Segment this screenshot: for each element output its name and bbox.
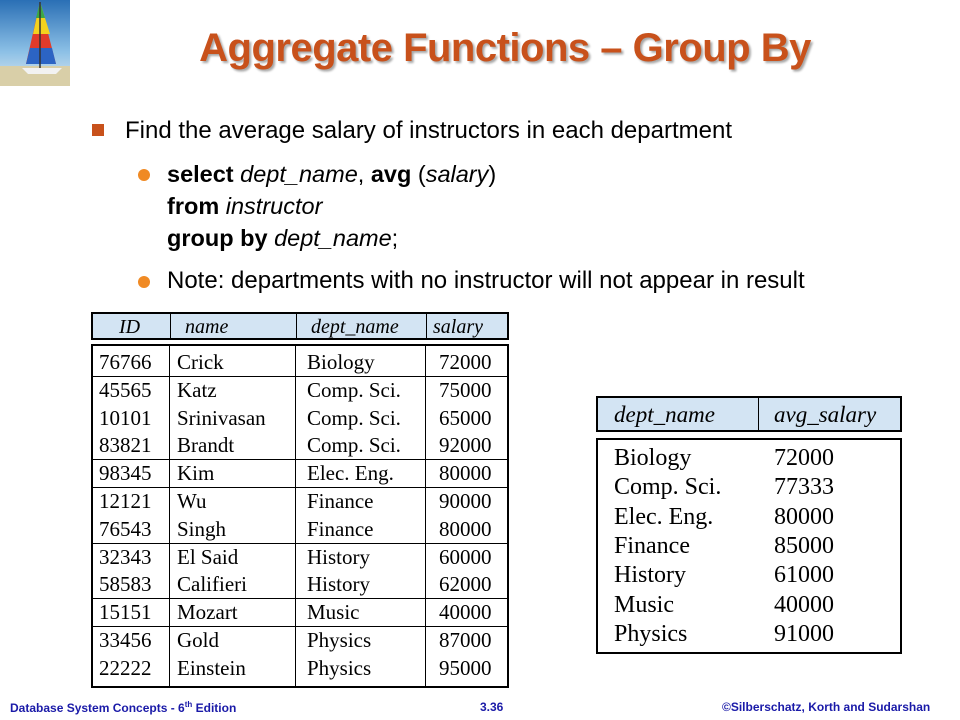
cell-id: 33456	[99, 628, 152, 652]
cell-id: 15151	[99, 600, 152, 625]
cell-dept-name: Finance	[614, 532, 690, 559]
cell-dept-name: Comp. Sci.	[614, 474, 722, 501]
cell-salary: 90000	[439, 489, 492, 513]
cell-salary: 87000	[439, 628, 492, 652]
cell-name: Crick	[177, 350, 224, 374]
header-dept-name: dept_name	[614, 402, 715, 427]
cell-salary: 75000	[439, 377, 492, 402]
cell-dept-name: Physics	[614, 620, 688, 647]
sql-keyword-select: select	[167, 161, 234, 187]
bullet-square-icon	[92, 124, 104, 136]
cell-dept-name: Physics	[307, 655, 372, 680]
cell-avg-salary: 72000	[774, 445, 834, 471]
cell-name: Einstein	[177, 655, 246, 680]
sql-keyword-from: from	[167, 193, 220, 219]
cell-name: Brandt	[177, 433, 235, 458]
cell-dept-name: Finance	[307, 516, 374, 541]
sql-separator: ,	[357, 161, 371, 187]
cell-id: 10101	[99, 405, 152, 430]
cell-salary: 80000	[439, 461, 492, 486]
cell-dept-name: Comp. Sci.	[307, 433, 401, 458]
column-divider	[169, 346, 170, 686]
header-avg-salary: avg_salary	[774, 402, 877, 427]
group-divider	[93, 459, 507, 460]
cell-name: Califieri	[177, 572, 247, 597]
cell-dept-name: Music	[614, 591, 674, 618]
cell-avg-salary: 40000	[774, 591, 834, 618]
cell-salary: 72000	[439, 350, 492, 374]
cell-salary: 95000	[439, 655, 492, 680]
cell-name: Kim	[177, 461, 215, 486]
instructor-table-header	[91, 312, 509, 340]
cell-dept-name: Biology	[307, 350, 375, 374]
column-divider	[295, 346, 296, 686]
cell-id: 76543	[99, 516, 152, 541]
cell-dept-name: Physics	[307, 628, 372, 652]
cell-avg-salary: 77333	[774, 474, 834, 501]
header-dept-name: dept_name	[297, 314, 427, 338]
cell-salary: 62000	[439, 572, 492, 597]
result-table-body	[596, 438, 902, 654]
cell-id: 98345	[99, 461, 152, 486]
cell-dept-name: History	[614, 562, 686, 589]
sql-attr-dept-name: dept_name	[240, 161, 358, 187]
cell-dept-name: Music	[307, 600, 360, 625]
cell-id: 45565	[99, 377, 152, 402]
sql-keyword-avg: avg	[370, 161, 412, 187]
bullet-dot-icon	[138, 169, 150, 181]
note-text: Note: departments with no instructor will not appear in result	[167, 267, 805, 294]
cell-avg-salary: 61000	[774, 562, 834, 589]
cell-salary: 40000	[439, 600, 492, 625]
footer-title-text: Database System Concepts - 6	[10, 701, 185, 715]
column-divider	[758, 396, 759, 430]
header-id: ID	[93, 314, 171, 338]
cell-id: 83821	[99, 433, 152, 458]
footer-title-edition: Edition	[192, 701, 237, 715]
bullet-dot-icon	[138, 276, 150, 288]
cell-dept-name: History	[307, 544, 370, 569]
sql-paren-open: (	[411, 161, 426, 187]
cell-salary: 60000	[439, 544, 492, 569]
sql-attr-group: dept_name	[274, 225, 392, 251]
cell-id: 58583	[99, 572, 152, 597]
cell-avg-salary: 80000	[774, 503, 834, 530]
cell-dept-name: Elec. Eng.	[614, 503, 714, 530]
footer-copyright: ©Silberschatz, Korth and Sudarshan	[722, 700, 931, 714]
cell-name: Katz	[177, 377, 217, 402]
header-salary: salary	[433, 316, 483, 338]
cell-id: 32343	[99, 544, 152, 569]
cell-name: Srinivasan	[177, 405, 266, 430]
cell-salary: 80000	[439, 516, 492, 541]
sql-line-2	[167, 193, 322, 220]
column-divider	[425, 346, 426, 686]
instructor-table-body	[91, 344, 509, 688]
sql-relation-instructor: instructor	[225, 193, 323, 219]
footer-book-title	[10, 700, 236, 715]
sql-line-3	[167, 225, 398, 252]
group-divider	[93, 543, 507, 544]
slide-title: Aggregate Functions – Group By	[199, 26, 811, 70]
cell-dept-name: Elec. Eng.	[307, 461, 394, 486]
group-divider	[93, 487, 507, 488]
cell-salary: 65000	[439, 405, 492, 430]
cell-id: 22222	[99, 655, 152, 680]
cell-dept-name: Biology	[614, 445, 692, 471]
cell-name: Gold	[177, 628, 219, 652]
sql-keyword-group-by: group by	[167, 225, 268, 251]
cell-name: El Said	[177, 544, 239, 569]
footer-page-number: 3.36	[480, 700, 504, 714]
header-name: name	[171, 314, 297, 338]
sql-line-1	[167, 161, 496, 188]
sql-arg-salary: salary	[425, 161, 489, 187]
cell-avg-salary: 91000	[774, 620, 834, 647]
footer-title-sup: th	[184, 700, 193, 709]
group-divider	[93, 376, 507, 377]
cell-dept-name: Comp. Sci.	[307, 377, 401, 402]
result-table-header	[596, 396, 902, 432]
cell-name: Mozart	[177, 600, 238, 625]
sql-paren-close: )	[488, 161, 497, 187]
group-divider	[93, 626, 507, 627]
cell-salary: 92000	[439, 433, 492, 458]
sql-semicolon: ;	[391, 225, 399, 251]
cell-id: 12121	[99, 489, 152, 513]
cell-dept-name: Finance	[307, 489, 374, 513]
cell-avg-salary: 85000	[774, 532, 834, 559]
cell-dept-name: History	[307, 572, 370, 597]
cell-id: 76766	[99, 350, 152, 374]
cell-name: Singh	[177, 516, 227, 541]
bullet-main-text: Find the average salary of instructors in each department	[125, 117, 732, 144]
cell-dept-name: Comp. Sci.	[307, 405, 401, 430]
group-divider	[93, 598, 507, 599]
cell-name: Wu	[177, 489, 207, 513]
